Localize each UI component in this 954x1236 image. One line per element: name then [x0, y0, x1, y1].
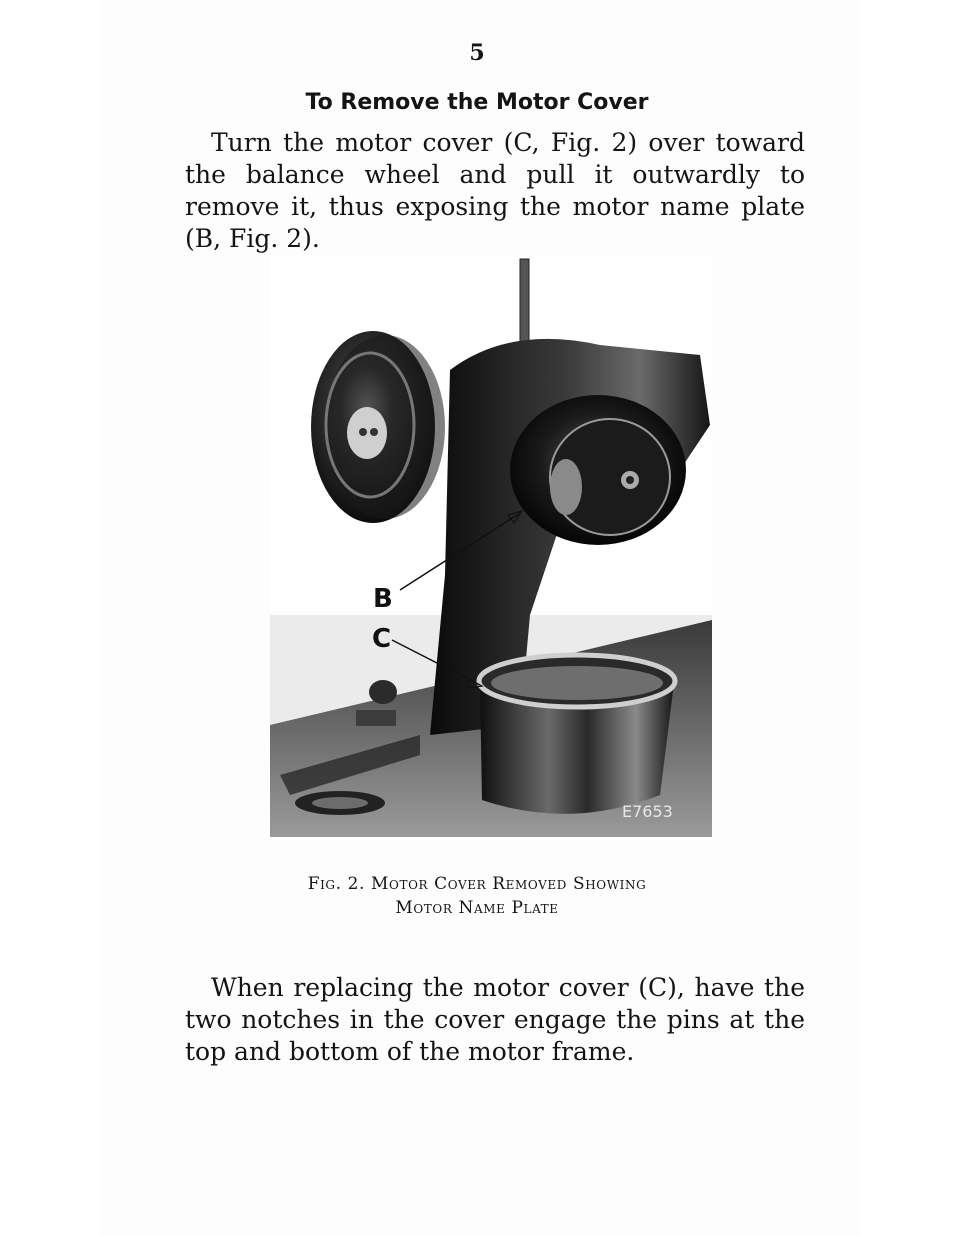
wheel-hub: [347, 407, 387, 459]
paragraph-replace-cover: When replacing the motor cover (C), have the two notches in the cover engage the pins at the top and bottom of the motor frame.: [185, 973, 805, 1066]
caption-line-2: Motor Name Plate: [395, 898, 559, 918]
caption-line-1: Fig. 2. Motor Cover Removed Showing: [307, 874, 647, 894]
page-number: 5: [469, 40, 485, 66]
figure-caption: [0, 872, 954, 920]
callout-b: B: [373, 584, 393, 614]
spindle-rod: [520, 259, 529, 351]
callout-c: C: [372, 624, 392, 654]
section-heading: To Remove the Motor Cover: [305, 90, 649, 115]
paragraph-remove-cover: Turn the motor cover (C, Fig. 2) over toward the balance wheel and pull it outwardly to remove it, thus exposing the motor name plate (B, Fig. 2).: [185, 128, 805, 253]
adjustment-screw: [369, 680, 397, 704]
plate-code: E7653: [622, 802, 673, 821]
motor-name-plate: [550, 459, 582, 515]
figure-motor-photo: [270, 255, 712, 837]
